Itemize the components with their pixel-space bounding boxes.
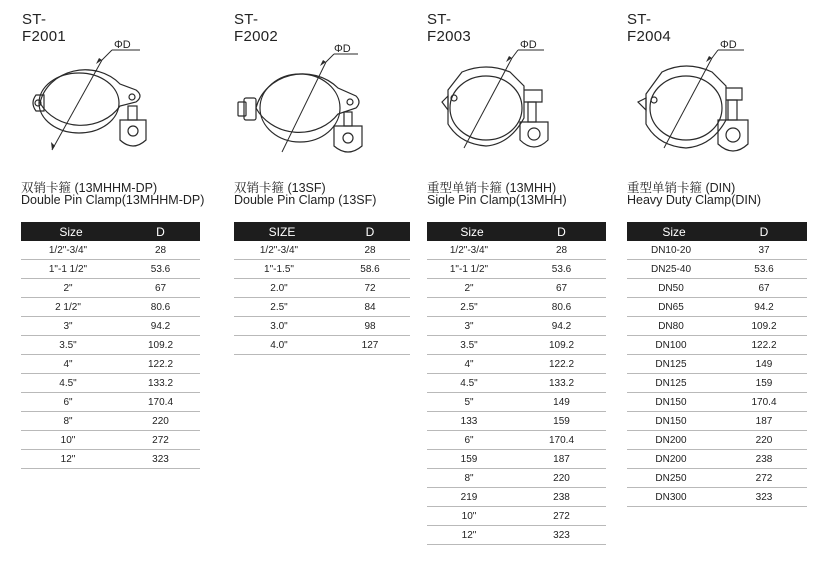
d-cell: 127 [330,336,410,355]
dimension-label: ΦD [114,40,131,51]
header-size: Size [627,222,721,241]
d-cell: 149 [721,355,807,374]
d-cell: 323 [721,488,807,507]
size-cell: 219 [427,488,517,507]
d-cell: 220 [121,412,200,431]
table-row [427,507,606,526]
clamp-drawing-double-pin [16,40,202,172]
table-row [427,431,606,450]
d-cell: 238 [721,450,807,469]
d-cell: 67 [121,279,200,298]
size-cell: DN125 [627,355,721,374]
size-table [21,222,200,469]
table-row [427,298,606,317]
product-name-cn: 重型单销卡箍 (13MHH) [427,181,557,195]
size-cell: DN250 [627,469,721,488]
d-cell: 187 [721,412,807,431]
size-table [427,222,606,545]
d-cell: 84 [330,298,410,317]
table-row [627,279,807,298]
table-row [427,526,606,545]
size-cell: 5" [427,393,517,412]
product-code: ST-F2001 [22,11,67,45]
table-row [21,336,200,355]
size-cell: 8" [21,412,121,431]
size-cell: 3" [427,317,517,336]
header-d: D [517,222,606,241]
table-row [427,317,606,336]
table-row [21,279,200,298]
d-cell: 94.2 [121,317,200,336]
d-cell: 53.6 [121,260,200,279]
size-cell: DN80 [627,317,721,336]
size-cell: DN50 [627,279,721,298]
d-cell: 109.2 [721,317,807,336]
size-cell: DN150 [627,412,721,431]
table-row [21,412,200,431]
size-cell: 4.0" [234,336,330,355]
product-code: ST-F2003 [427,11,472,45]
d-cell: 323 [517,526,606,545]
d-cell: 238 [517,488,606,507]
table-row [627,355,807,374]
d-cell: 53.6 [721,260,807,279]
size-cell: DN25-40 [627,260,721,279]
table-row [627,450,807,469]
d-cell: 28 [121,241,200,260]
d-cell: 170.4 [121,393,200,412]
size-cell: 2.5" [234,298,330,317]
d-cell: 94.2 [517,317,606,336]
table-header-row [627,222,807,241]
table-row [427,393,606,412]
table-row [627,393,807,412]
d-cell: 272 [721,469,807,488]
d-cell: 323 [121,450,200,469]
size-cell: 1/2"-3/4" [427,241,517,260]
size-cell: 1/2"-3/4" [234,241,330,260]
size-cell: 2.5" [427,298,517,317]
size-cell: 10" [427,507,517,526]
header-size: Size [427,222,517,241]
table-row [427,336,606,355]
table-row [427,412,606,431]
table-row [627,488,807,507]
d-cell: 122.2 [121,355,200,374]
dimension-label: ΦD [334,43,351,55]
size-cell: 3" [21,317,121,336]
table-row [627,298,807,317]
table-row [21,374,200,393]
size-cell: 133 [427,412,517,431]
table-row [427,450,606,469]
size-cell: 1/2"-3/4" [21,241,121,260]
product-code: ST-F2002 [234,11,279,45]
d-cell: 37 [721,241,807,260]
size-cell: 2 1/2" [21,298,121,317]
table-row [21,241,200,260]
d-cell: 28 [517,241,606,260]
size-cell: DN10-20 [627,241,721,260]
size-cell: 10" [21,431,121,450]
table-row [427,260,606,279]
product-name-en: Double Pin Clamp(13MHHM-DP) [21,193,205,207]
table-row [627,412,807,431]
size-cell: 1"-1.5" [234,260,330,279]
table-row [427,241,606,260]
size-cell: DN125 [627,374,721,393]
d-cell: 94.2 [721,298,807,317]
size-cell: 159 [427,450,517,469]
table-row [234,317,410,336]
header-d: D [721,222,807,241]
header-size: SIZE [234,222,330,241]
table-row [427,488,606,507]
table-row [627,431,807,450]
d-cell: 122.2 [517,355,606,374]
product-name-en: Sigle Pin Clamp(13MHH) [427,193,567,207]
table-row [234,260,410,279]
d-cell: 98 [330,317,410,336]
table-row [21,355,200,374]
size-table [234,222,410,355]
size-cell: DN200 [627,431,721,450]
clamp-drawing-single-pin [424,40,610,172]
product-name-en: Double Pin Clamp (13SF) [234,193,377,207]
d-cell: 80.6 [517,298,606,317]
size-cell: 3.5" [427,336,517,355]
size-cell: 12" [427,526,517,545]
size-cell: 1"-1 1/2" [427,260,517,279]
d-cell: 187 [517,450,606,469]
size-cell: 3.0" [234,317,330,336]
table-row [234,298,410,317]
table-row [427,279,606,298]
table-row [627,317,807,336]
size-cell: DN300 [627,488,721,507]
dimension-label: ΦD [520,40,537,51]
size-cell: DN200 [627,450,721,469]
d-cell: 220 [721,431,807,450]
d-cell: 159 [721,374,807,393]
size-cell: DN65 [627,298,721,317]
d-cell: 122.2 [721,336,807,355]
d-cell: 272 [121,431,200,450]
size-cell: 4" [21,355,121,374]
product-name-cn: 重型单销卡箍 (DIN) [627,181,736,195]
size-cell: 2" [21,279,121,298]
d-cell: 133.2 [121,374,200,393]
d-cell: 67 [517,279,606,298]
d-cell: 109.2 [517,336,606,355]
d-cell: 72 [330,279,410,298]
size-cell: 4.5" [427,374,517,393]
d-cell: 149 [517,393,606,412]
table-row [427,355,606,374]
header-d: D [330,222,410,241]
d-cell: 28 [330,241,410,260]
d-cell: 109.2 [121,336,200,355]
table-row [234,241,410,260]
d-cell: 53.6 [517,260,606,279]
header-size: Size [21,222,121,241]
table-row [627,336,807,355]
size-cell: 3.5" [21,336,121,355]
size-cell: 6" [427,431,517,450]
product-name-cn: 双销卡箍 (13MHHM-DP) [21,181,158,195]
d-cell: 58.6 [330,260,410,279]
size-cell: 8" [427,469,517,488]
d-cell: 133.2 [517,374,606,393]
header-d: D [121,222,200,241]
d-cell: 272 [517,507,606,526]
clamp-drawing-heavy-duty [624,40,810,172]
size-cell: 2" [427,279,517,298]
clamp-drawing-double-pin-13sf [230,40,416,172]
size-cell: 12" [21,450,121,469]
size-cell: 4" [427,355,517,374]
table-header-row [21,222,200,241]
table-row [427,469,606,488]
d-cell: 170.4 [721,393,807,412]
table-row [234,336,410,355]
product-code: ST-F2004 [627,11,672,45]
table-header-row [234,222,410,241]
table-row [627,241,807,260]
size-cell: DN150 [627,393,721,412]
d-cell: 220 [517,469,606,488]
table-row [427,374,606,393]
size-cell: 6" [21,393,121,412]
table-row [21,450,200,469]
size-cell: DN100 [627,336,721,355]
table-row [627,469,807,488]
table-row [627,260,807,279]
table-header-row [427,222,606,241]
product-name-cn: 双销卡箍 (13SF) [234,181,326,195]
size-table [627,222,807,507]
product-name-en: Heavy Duty Clamp(DIN) [627,193,762,207]
dimension-label: ΦD [720,40,737,51]
size-cell: 1"-1 1/2" [21,260,121,279]
table-row [21,317,200,336]
table-row [234,279,410,298]
d-cell: 159 [517,412,606,431]
size-cell: 4.5" [21,374,121,393]
table-row [21,298,200,317]
size-cell: 2.0" [234,279,330,298]
d-cell: 170.4 [517,431,606,450]
table-row [21,431,200,450]
table-row [627,374,807,393]
table-row [21,393,200,412]
d-cell: 80.6 [121,298,200,317]
table-row [21,260,200,279]
d-cell: 67 [721,279,807,298]
